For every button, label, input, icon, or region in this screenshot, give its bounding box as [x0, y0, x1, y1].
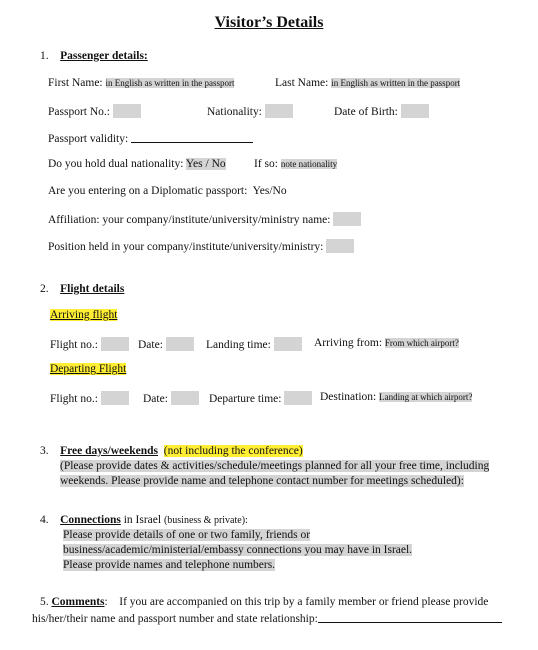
landing-time-label: Landing time:	[206, 339, 271, 351]
dual-nationality-row	[48, 158, 226, 170]
section-3-instructions	[60, 459, 489, 489]
section-4-number: 4.	[40, 514, 49, 526]
destination-row	[320, 391, 472, 403]
diplomatic-label: Are you entering on a Diplomatic passport:	[48, 185, 248, 197]
first-name-field[interactable]: in English as written in the passport	[105, 78, 235, 88]
section-4-line-3[interactable]: Please provide names and telephone numbers.	[63, 559, 276, 571]
section-2-number: 2.	[40, 283, 49, 295]
passport-no-field[interactable]	[113, 104, 141, 118]
departing-flight-no-row	[50, 391, 129, 405]
first-name-label: First Name:	[48, 77, 103, 89]
if-so-field[interactable]: note nationality	[280, 159, 338, 169]
arriving-date-label: Date:	[138, 339, 163, 351]
diplomatic-field[interactable]: Yes/No	[252, 185, 287, 197]
section-1-number: 1.	[40, 50, 49, 62]
position-label: Position held in your company/institute/university/ministry:	[48, 241, 324, 253]
arriving-flight-no-row	[50, 337, 129, 351]
section-3-number: 3.	[40, 445, 49, 457]
arriving-from-row	[314, 337, 459, 349]
dob-row	[334, 104, 429, 118]
section-4-heading	[40, 514, 248, 526]
section-5-number: 5.	[40, 596, 49, 608]
section-4-title: Connections	[60, 514, 121, 526]
section-1-heading	[40, 50, 148, 62]
nationality-row	[207, 104, 293, 118]
section-4-title-small: (business & private):	[163, 515, 248, 526]
arriving-flight-no-label: Flight no.:	[50, 339, 98, 351]
section-3-line-1[interactable]: (Please provide dates & activities/schedule/meetings planned for all your free time, including	[60, 460, 490, 472]
departing-flight-no-field[interactable]	[101, 391, 129, 405]
dual-nationality-field[interactable]: Yes / No	[185, 158, 226, 170]
section-3-line-2[interactable]: weekends. Please provide name and telephone contact number for meetings scheduled):	[60, 475, 464, 487]
relationship-field[interactable]	[318, 611, 502, 623]
departing-date-label: Date:	[143, 393, 168, 405]
section-2-title: Flight details	[60, 283, 125, 295]
position-row	[48, 239, 354, 253]
departure-time-label: Departure time:	[209, 393, 282, 405]
section-3-title: Free days/weekends	[60, 445, 158, 457]
departing-date-row	[143, 391, 199, 405]
arriving-flight-no-field[interactable]	[101, 337, 129, 351]
departure-time-row	[209, 391, 312, 405]
affiliation-field[interactable]	[333, 212, 361, 226]
affiliation-label: Affiliation: your company/institute/university/ministry name:	[48, 214, 331, 226]
passport-validity-label: Passport validity:	[48, 133, 129, 145]
departing-flight-title: Departing Flight	[50, 363, 127, 375]
section-5-title: Comments	[51, 596, 105, 608]
first-name-row	[48, 77, 234, 89]
dob-label: Date of Birth:	[334, 106, 398, 118]
section-4-line-2[interactable]: business/academic/ministerial/embassy connections you may have in Israel.	[63, 544, 413, 556]
last-name-field[interactable]: in English as written in the passport	[331, 78, 461, 88]
nationality-field[interactable]	[265, 104, 293, 118]
departing-flight-no-label: Flight no.:	[50, 393, 98, 405]
dual-nationality-label: Do you hold dual nationality:	[48, 158, 184, 170]
section-5-line-2-row	[32, 611, 502, 625]
position-field[interactable]	[326, 239, 354, 253]
passport-validity-field[interactable]	[131, 131, 253, 143]
passport-no-row	[48, 104, 141, 118]
section-5-line-2: his/her/their name and passport number and state relationship:	[32, 613, 318, 625]
arriving-date-field[interactable]	[166, 337, 194, 351]
destination-field[interactable]: Landing at which airport?	[379, 392, 473, 402]
section-2-heading	[40, 283, 124, 295]
passport-no-label: Passport No.:	[48, 106, 110, 118]
landing-time-row	[206, 337, 302, 351]
section-4-title-rest: in Israel	[120, 514, 164, 526]
last-name-label: Last Name:	[275, 77, 329, 89]
arriving-from-field[interactable]: From which airport?	[384, 338, 459, 348]
section-5-line-1: If you are accompanied on this trip by a family member or friend please provide	[119, 596, 489, 608]
departure-time-field[interactable]	[284, 391, 312, 405]
passport-validity-row	[48, 131, 253, 145]
if-so-label: If so:	[254, 158, 278, 170]
section-1-title: Passenger details:	[60, 50, 148, 62]
dob-field[interactable]	[401, 104, 429, 118]
section-4-line-1[interactable]: Please provide details of one or two family, friends or	[63, 529, 311, 541]
section-3-heading	[40, 445, 303, 457]
destination-label: Destination:	[320, 391, 377, 403]
affiliation-row	[48, 212, 361, 226]
nationality-label: Nationality:	[207, 106, 262, 118]
page-title: Visitor’s Details	[214, 14, 324, 31]
section-5-heading-row: 5. Comments: If you are accompanied on this trip by a family member or friend please provide	[40, 596, 489, 608]
section-3-note: (not including the conference)	[163, 445, 303, 457]
arriving-date-row	[138, 337, 194, 351]
diplomatic-row	[48, 185, 287, 197]
if-so-row	[254, 158, 337, 170]
last-name-row	[275, 77, 460, 89]
arriving-flight-title: Arriving flight	[50, 309, 118, 321]
departing-date-field[interactable]	[171, 391, 199, 405]
landing-time-field[interactable]	[274, 337, 302, 351]
arriving-from-label: Arriving from:	[314, 337, 383, 349]
section-4-instructions	[63, 528, 412, 573]
